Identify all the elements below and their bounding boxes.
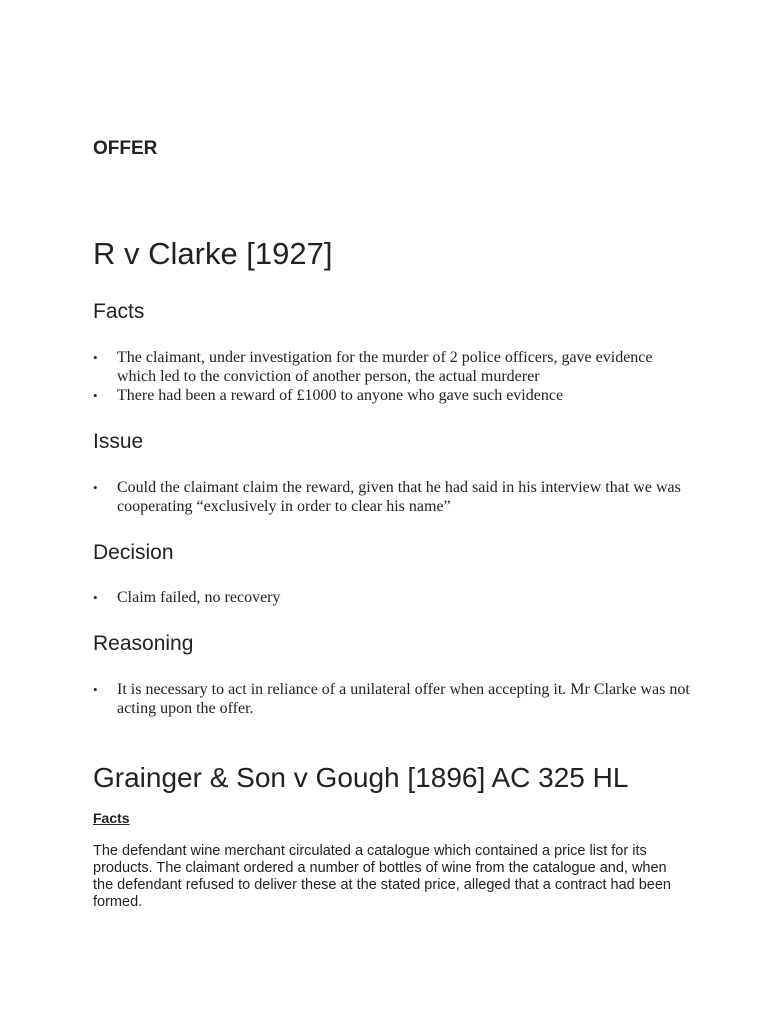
facts-list — [93, 348, 693, 405]
issue-list — [93, 478, 693, 516]
list-item: • The claimant, under investigation for the murder of 2 police officers, gave evidence which led to the conviction of another person, the actual murderer — [93, 348, 693, 386]
section-heading: OFFER — [93, 138, 158, 159]
reasoning-list — [93, 680, 693, 718]
facts-paragraph: The defendant wine merchant circulated a catalogue which contained a price list for its products. The claimant ordered a number of bottles of wine from the catalogue and, when the defendant refused to deliver these at the stated price, alleged that a contract had been formed. — [93, 843, 671, 910]
facts-heading: Facts — [93, 300, 145, 323]
case-title-grainger-v-gough: Grainger & Son v Gough [1896] AC 325 HL — [93, 762, 629, 793]
list-item: • It is necessary to act in reliance of a unilateral offer when accepting it. Mr Clarke was not acting upon the offer. — [93, 680, 693, 718]
reasoning-heading: Reasoning — [93, 632, 194, 655]
list-item: • Claim failed, no recovery — [93, 588, 693, 607]
decision-heading: Decision — [93, 541, 174, 564]
case-title-r-v-clarke: R v Clarke [1927] — [93, 236, 333, 271]
list-item: • There had been a reward of £1000 to anyone who gave such evidence — [93, 386, 693, 405]
facts-underlined-label: Facts — [93, 810, 130, 826]
issue-heading: Issue — [93, 430, 144, 453]
list-item: • Could the claimant claim the reward, given that he had said in his interview that we was cooperating “exclusively in order to clear his name” — [93, 478, 693, 516]
decision-list — [93, 588, 693, 607]
